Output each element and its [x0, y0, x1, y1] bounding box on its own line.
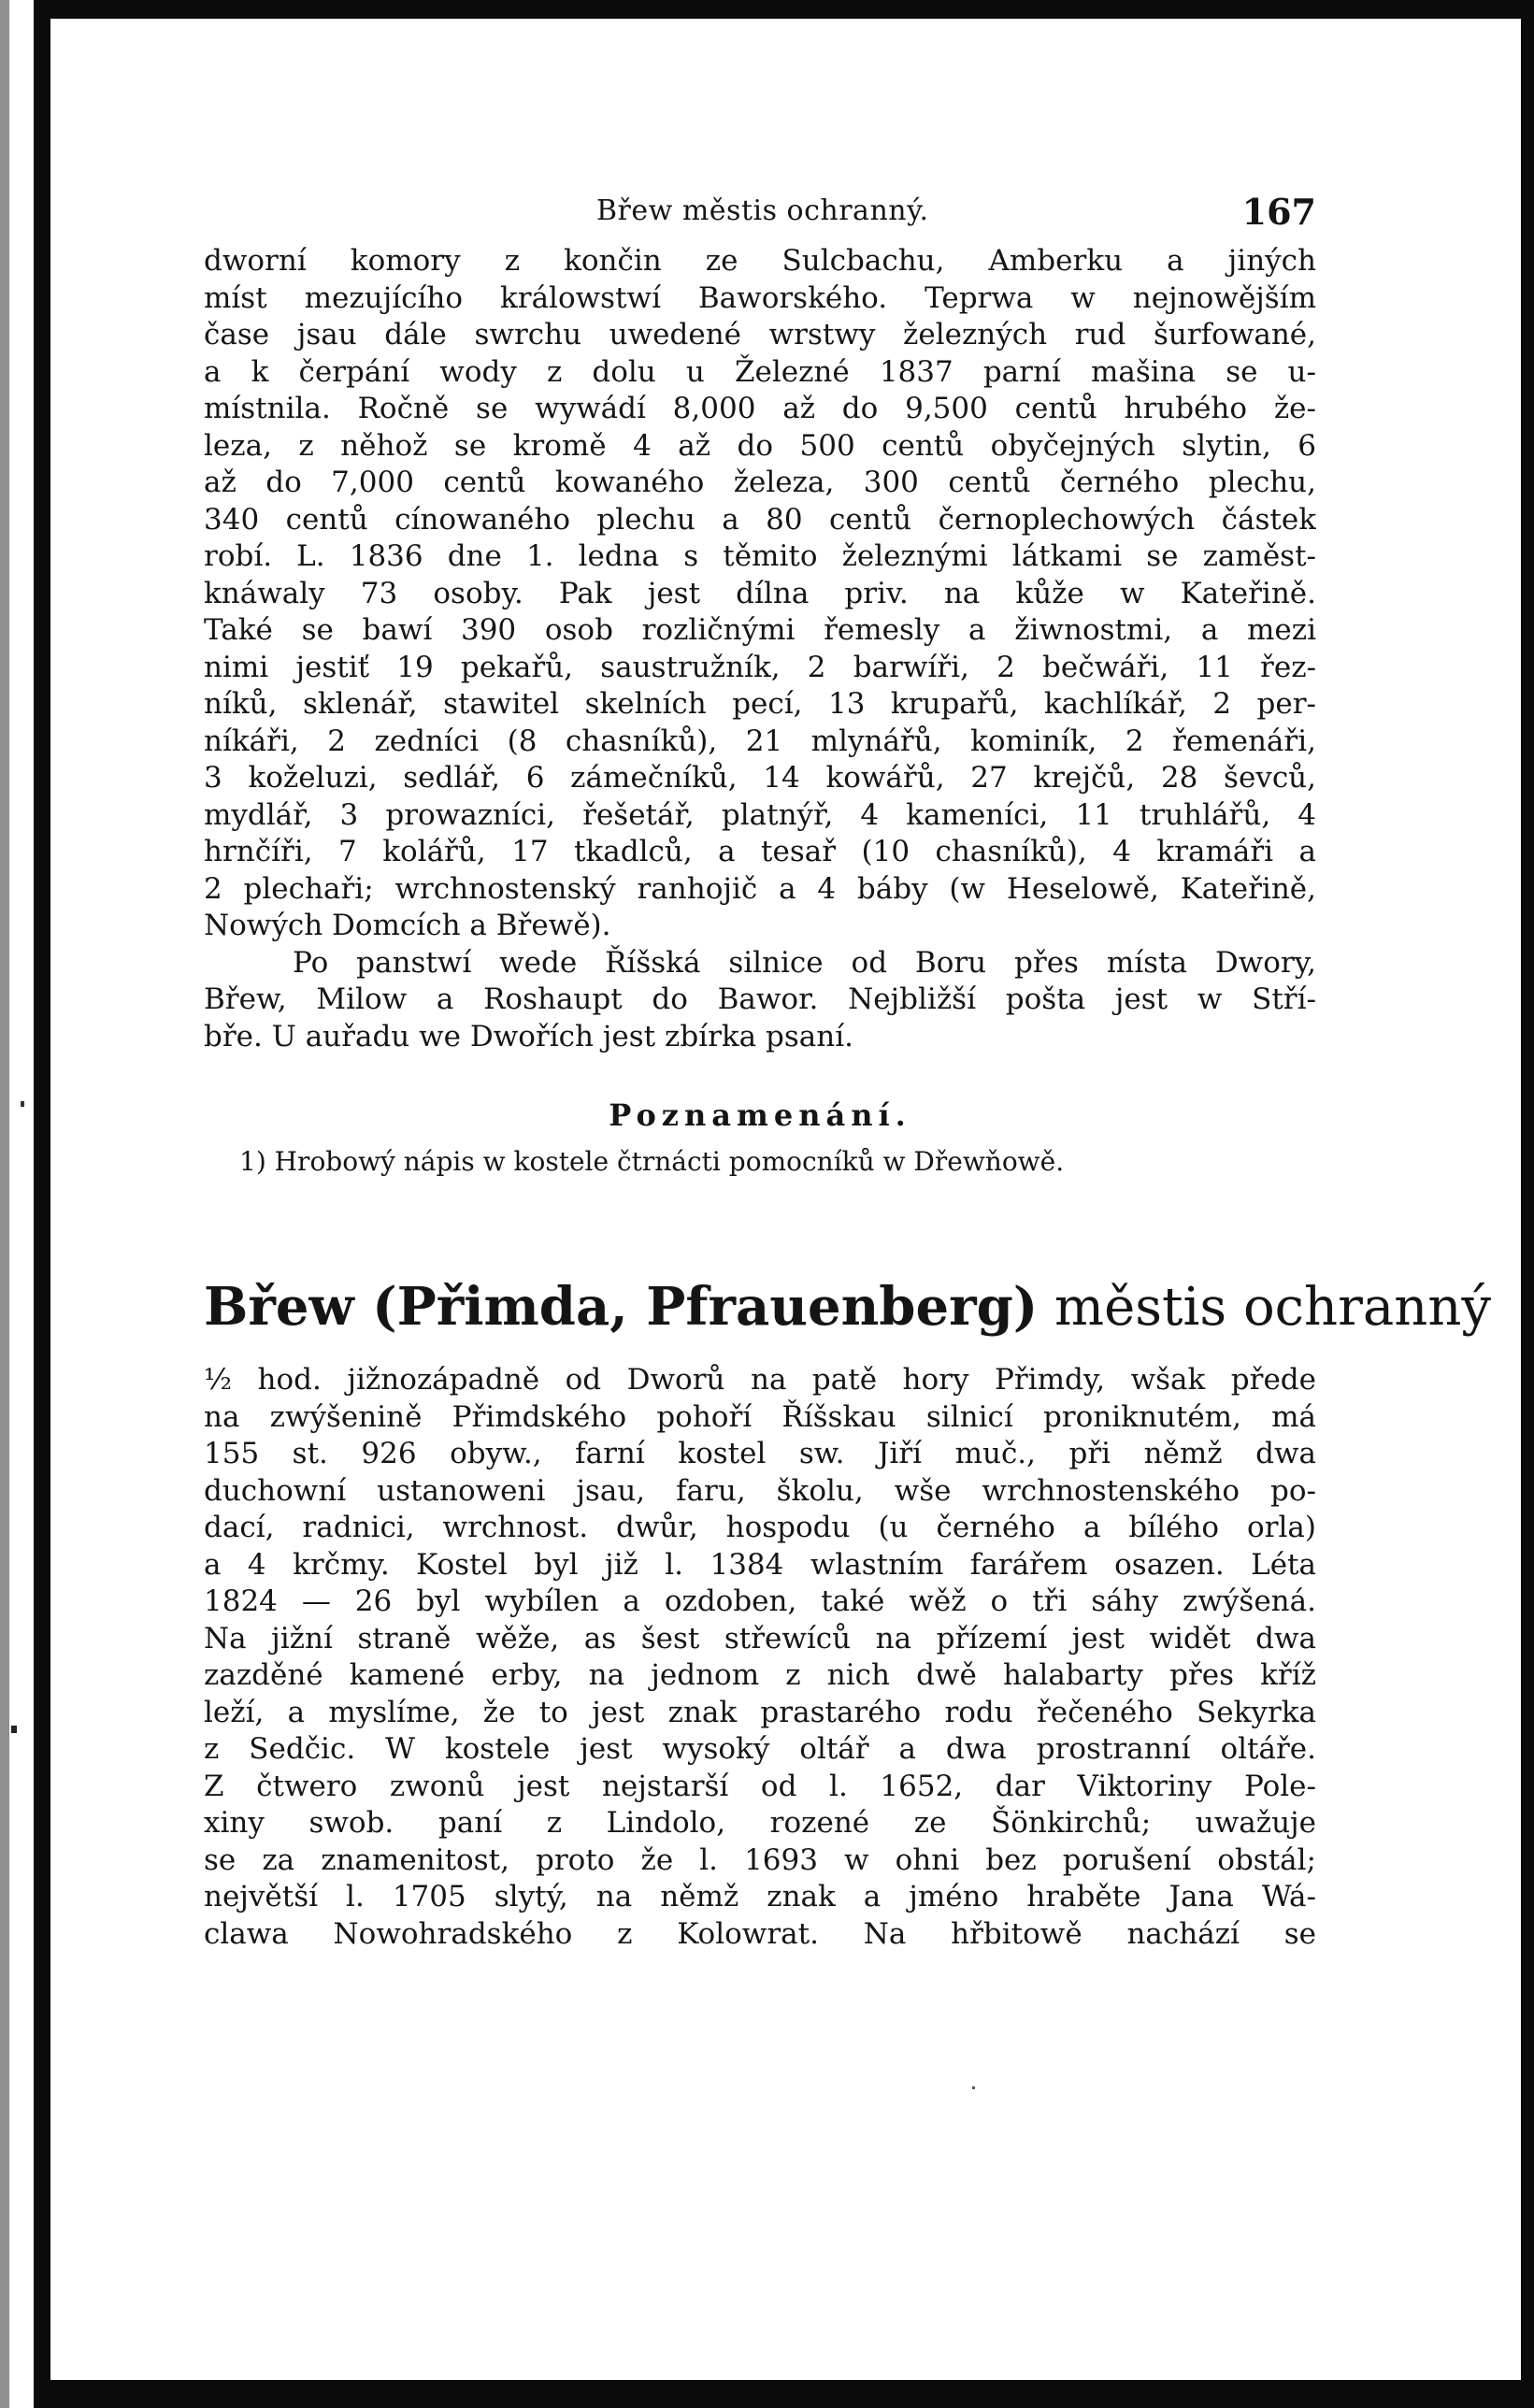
body-paragraph: [204, 243, 1316, 945]
entry-title-main: Břew (Přimda, Pfrauenberg): [204, 1276, 1039, 1338]
text-line: dací, radnici, wrchnost. dwůr, hospodu (u černého a bílého orla): [204, 1511, 1316, 1544]
page-header: [204, 187, 1316, 243]
scan-border-bottom: [34, 2380, 1534, 2408]
text-line: Také se bawí 390 osob rozličnými řemesly a žiwnostmi, a mezi: [204, 613, 1316, 647]
text-line: z Sedčic. W kostele jest wysoký oltář a dwa prostranní oltáře.: [204, 1732, 1316, 1766]
text-line: 3 koželuzi, sedlář, 6 zámečníků, 14 kowářů, 27 krejčů, 28 ševců,: [204, 761, 1316, 795]
text-line: 1824 — 26 byl wybílen a ozdoben, také wěž o tři sáhy zwýšená.: [204, 1584, 1316, 1618]
text-line: clawa Nowohradského z Kolowrat. Na hřbitowě nachází se: [204, 1916, 1316, 1951]
text-line: duchowní ustanoweni jsau, faru, školu, wše wrchnostenského po-: [204, 1473, 1316, 1508]
notes-heading: Poznamenání.: [609, 1097, 911, 1133]
scan-border-top: [34, 0, 1534, 19]
text-line: leží, a myslíme, že to jest znak prastarého rodu řečeného Sekyrka: [204, 1695, 1316, 1729]
text-line: ½ hod. jižnozápadně od Dworů na patě hory Přimdy, wšak přede: [204, 1363, 1316, 1397]
book-page: [204, 187, 1492, 1953]
text-line: a k čerpání wody z dolu u Železné 1837 parní mašina se u-: [204, 354, 1316, 389]
page-number: 167: [1241, 191, 1316, 233]
entry-title: [204, 1276, 1492, 1338]
text-line: níkáři, 2 zedníci (8 chasníků), 21 mlynářů, kominík, 2 řemenáři,: [204, 724, 1316, 758]
text-line: níků, sklenář, stawitel skelních pecí, 13 krupařů, kachlíkář, 2 per-: [204, 687, 1316, 721]
text-line: robí. L. 1836 dne 1. ledna s těmito železnými látkami se zaměst-: [204, 539, 1316, 573]
text-line: nimi jestiť 19 pekařů, saustružník, 2 barwíři, 2 bečwáři, 11 řez-: [204, 650, 1316, 684]
text-line: Po panstwí wede Říšská silnice od Boru přes místa Dwory,: [293, 945, 1316, 980]
text-line: xiny swob. paní z Lindolo, rozené ze Šönkirchů; uwažuje: [204, 1806, 1316, 1840]
scan-border-right: [1521, 0, 1534, 2408]
text-line: až do 7,000 centů kowaného železa, 300 centů černého plechu,: [204, 466, 1316, 499]
text-line: zazděné kamené erby, na jednom z nich dwě halabarty přes kříž: [204, 1658, 1316, 1692]
text-line: hrnčíři, 7 kolářů, 17 tkadlců, a tesař (10 chasníků), 4 kramáři a: [204, 835, 1316, 868]
text-line: 2 plechaři; wrchnostenský ranhojič a 4 báby (w Heselowě, Kateřině,: [204, 871, 1316, 906]
road-paragraph: [204, 945, 1316, 1056]
text-line: Z čtwero zwonů jest nejstarší od l. 1652, dar Viktoriny Pole-: [204, 1769, 1316, 1803]
text-line: knáwaly 73 osoby. Pak jest dílna priv. na kůže w Kateřině.: [204, 576, 1316, 610]
entry-title-rest: městis ochranný: [1038, 1277, 1492, 1338]
footnote: 1) Hrobowý nápis w kostele čtrnácti pomocníků w Dřewňowě.: [239, 1146, 1065, 1177]
text-line: dworní komory z končin ze Sulcbachu, Amberku a jiných: [204, 244, 1316, 278]
text-line: leza, z něhož se kromě 4 až do 500 centů obyčejných slytin, 6: [204, 428, 1316, 463]
text-line: Nowých Domcích a Břewě).: [204, 909, 611, 942]
scan-speck: [11, 1726, 17, 1733]
text-line: míst mezujícího králowstwí Baworského. Teprwa w nejnowějším: [204, 280, 1316, 315]
text-line: na zwýšenině Přimdského pohoří Říšskau silnicí proniknutém, má: [204, 1399, 1316, 1434]
entry-paragraph: [204, 1362, 1316, 1953]
scan-speck: [972, 2086, 975, 2089]
text-line: 155 st. 926 obyw., farní kostel sw. Jiří muč., při němž dwa: [204, 1437, 1316, 1470]
text-line: Na jižní straně wěže, as šest střewíců na přízemí jest widět dwa: [204, 1621, 1316, 1656]
text-line: místnila. Ročně se wywádí 8,000 až do 9,500 centů hrubého že-: [204, 392, 1316, 425]
text-line: Břew, Milow a Roshaupt do Bawor. Nejbližší pošta jest w Stří-: [204, 982, 1316, 1016]
text-line: čase jsau dále swrchu uwedené wrstwy železných rud šurfowané,: [204, 318, 1316, 351]
text-line: největší l. 1705 slytý, na němž znak a jméno hraběte Jana Wá-: [204, 1880, 1316, 1914]
text-line: a 4 krčmy. Kostel byl již l. 1384 wlastním farářem osazen. Léta: [204, 1547, 1316, 1582]
text-line: 340 centů cínowaného plechu a 80 centů černoplechowých částek: [204, 502, 1316, 537]
scan-border-left: [34, 0, 50, 2408]
scan-edge-left: [0, 0, 9, 2408]
text-line: se za znamenitost, proto že l. 1693 w ohni bez porušení obstál;: [204, 1842, 1316, 1877]
text-line: mydlář, 3 prowazníci, řešetář, platnýř, 4 kameníci, 11 truhlářů, 4: [204, 797, 1316, 832]
running-title: Břew městis ochranný.: [596, 194, 929, 227]
scan-speck: [21, 1101, 24, 1107]
text-line: bře. U auřadu we Dwořích jest zbírka psaní.: [204, 1019, 853, 1054]
